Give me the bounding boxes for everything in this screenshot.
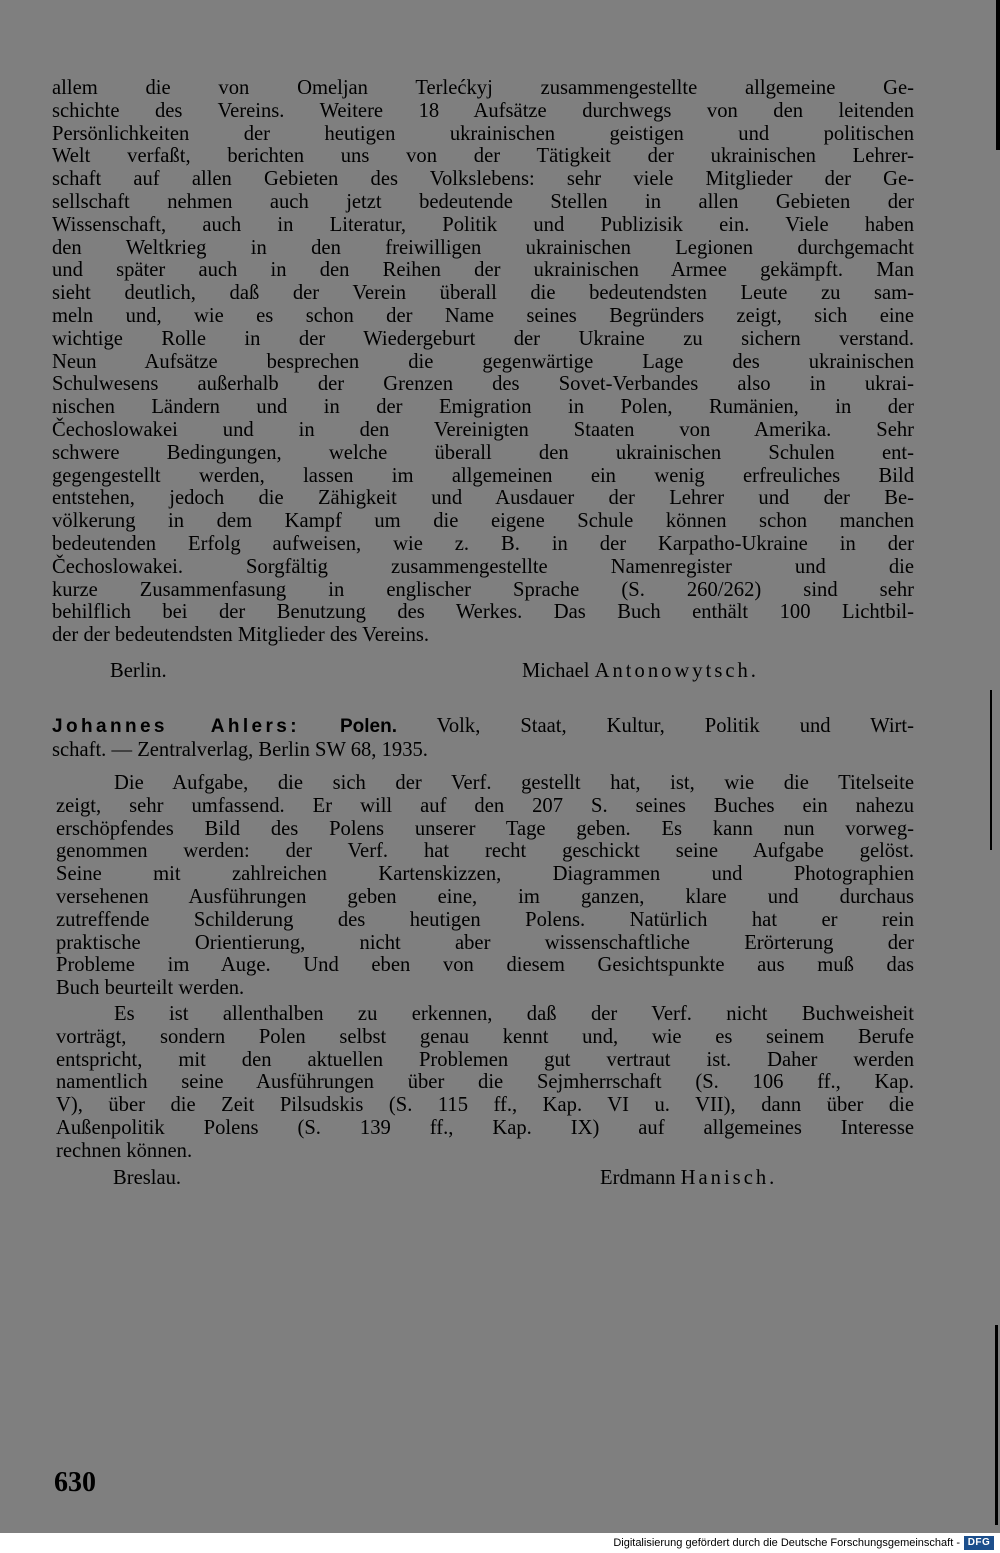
text-line: Probleme im Auge. Und eben von diesem Gesichtspunkte aus muß das [56,954,914,977]
text-line: den Weltkrieg in den freiwilligen ukrainischen Legionen durchgemacht [52,236,914,259]
review1-reviewer-first: Michael [522,660,590,682]
text-line: erschöpfendes Bild des Polens unserer Tage geben. Es kann nun vorweg- [56,817,914,840]
text-line: V), über die Zeit Pilsudskis (S. 115 ff., Kap. VI u. VII), dann über die [56,1094,914,1117]
text-line: Persönlichkeiten der heutigen ukrainischen geistigen und politischen [52,122,914,145]
text-line: praktische Orientierung, nicht aber wissenschaftliche Erörterung der [56,931,914,954]
text-line: Die Aufgabe, die sich der Verf. gestellt hat, ist, wie die Titelseite [114,772,914,794]
review2-reviewer-last: Hanisch. [680,1167,778,1189]
text-line: Čechoslowakei und in den Vereinigten Staaten von Amerika. Sehr [52,418,914,441]
text-line: Čechoslowakei. Sorgfältig zusammengestellte Namenregister und die [52,555,914,578]
text-line: nischen Ländern und in der Emigration in Polen, Rumänien, in der [52,396,914,419]
text-line: meln und, wie es schon der Name seines Begründers zeigt, sich eine [52,304,914,327]
text-line: Welt verfaßt, berichten uns von der Tätigkeit der ukrainischen Lehrer- [52,145,914,168]
text-line: Schulwesens außerhalb der Grenzen des Sovet-Verbandes also in ukrai- [52,373,914,396]
scan-edge-mark [996,0,1000,150]
footer-credit: Digitalisierung gefördert durch die Deutsche Forschungsgemeinschaft - [613,1537,960,1549]
text-line: zutreffende Schilderung des heutigen Polens. Natürlich hat er rein [56,908,914,931]
review2-heading-line2: schaft. — Zentralverlag, Berlin SW 68, 1935. [52,738,428,761]
text-line: Buch beurteilt werden. [56,977,245,1000]
text-line: genommen werden: der Verf. hat recht geschickt seine Aufgabe gelöst. [56,840,914,863]
text-line: namentlich seine Ausführungen über die Sejmherrschaft (S. 106 ff., Kap. [56,1071,914,1094]
review1-reviewer-last: Antonowytsch. [594,660,759,682]
text-line: entstehen, jedoch die Zähigkeit und Ausdauer der Lehrer und der Be- [52,487,914,510]
review2-author: Johannes Ahlers: [52,716,300,737]
text-line: gegengestellt werden, lassen im allgemeinen ein wenig erfreuliches Bild [52,464,914,487]
review1-reviewer [522,660,759,683]
review2-heading-line1 [52,715,914,739]
review2-heading-rest: Volk, Staat, Kultur, Politik und Wirt- [436,715,914,737]
text-line: allem die von Omeljan Terlećkyj zusammengestellte allgemeine Ge- [52,77,914,99]
review1-place: Berlin. [110,660,167,682]
review2-heading [52,715,914,762]
page-number: 630 [54,1467,96,1498]
text-line: Außenpolitik Polens (S. 139 ff., Kap. IX) auf allgemeines Interesse [56,1116,914,1139]
text-line: behilflich bei der Benutzung des Werkes. Das Buch enthält 100 Lichtbil- [52,601,914,624]
text-line: kurze Zusammenfasung in englischer Sprache (S. 260/262) sind sehr [52,578,914,601]
scan-edge-mark [995,1325,998,1525]
review2-para1 [56,772,914,1000]
text-line: schaft auf allen Gebieten des Volkslebens: sehr viele Mitglieder der Ge- [52,168,914,191]
review2-place: Breslau. [113,1167,182,1189]
text-line: völkerung in dem Kampf um die eigene Schule können schon manchen [52,510,914,533]
review2-reviewer [600,1167,777,1190]
text-line: bedeutenden Erfolg aufweisen, wie z. B. in der Karpatho-Ukraine in der [52,532,914,555]
text-line: zeigt, sehr umfassend. Er will auf den 207 S. seines Buches ein nahezu [56,794,914,817]
text-line: wichtige Rolle in der Wiedergeburt der Ukraine zu sichern verstand. [52,327,914,350]
review1-body [52,77,914,647]
text-line: und später auch in den Reihen der ukrainischen Armee gekämpft. Man [52,259,914,282]
review2-reviewer-first: Erdmann [600,1167,676,1189]
review2-title: Polen. [340,716,398,737]
text-line: Wissenschaft, auch in Literatur, Politik und Publizisik ein. Viele haben [52,213,914,236]
text-line: entspricht, mit den aktuellen Problemen gut vertraut ist. Daher werden [56,1048,914,1071]
text-line: rechnen können. [56,1139,193,1162]
text-line: Seine mit zahlreichen Kartenskizzen, Diagrammen und Photographien [56,863,914,886]
dfg-logo: DFG [964,1536,994,1550]
text-line: Neun Aufsätze besprechen die gegenwärtige Lage des ukrainischen [52,350,914,373]
text-line: Es ist allenthalben zu erkennen, daß der Verf. nicht Buchweisheit [114,1003,914,1025]
text-line: schichte des Vereins. Weitere 18 Aufsätze durchwegs von den leitenden [52,99,914,122]
review2-para2 [56,1003,914,1163]
text-line: sieht deutlich, daß der Verein überall die bedeutendsten Leute zu sam- [52,282,914,305]
text-line: sellschaft nehmen auch jetzt bedeutende Stellen in allen Gebieten der [52,190,914,213]
scan-edge-mark [990,690,992,850]
text-line: versehenen Ausführungen geben eine, im ganzen, klare und durchaus [56,885,914,908]
text-line: der der bedeutendsten Mitglieder des Vereins. [52,624,430,647]
text-line: vorträgt, sondern Polen selbst genau kennt und, wie es seinem Berufe [56,1025,914,1048]
text-line: schwere Bedingungen, welche überall den ukrainischen Schulen ent- [52,441,914,464]
